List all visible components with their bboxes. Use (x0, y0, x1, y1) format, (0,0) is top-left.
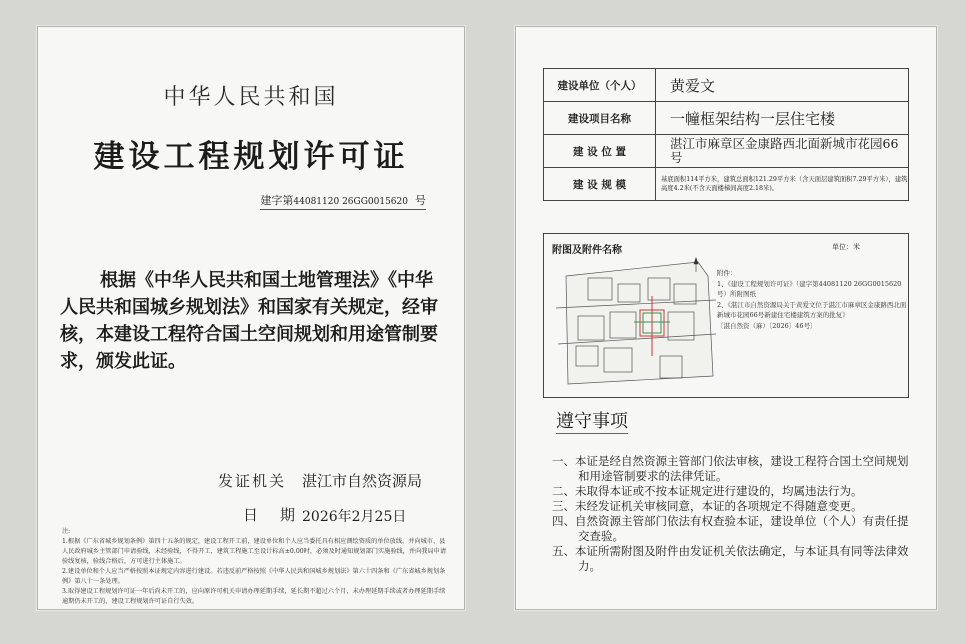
footnote-line: 3.取得建设工程规划许可证一年后尚未开工的，应向原许可机关申请办理延期手续，延长期不超过六个月，未办理延期手续或者办理延期手续逾期仍未开工的，建设工程规划许可证自行失效。 (62, 588, 446, 605)
attachment-section (543, 233, 909, 398)
attachment-item: 附件： (717, 269, 737, 277)
attachment-label: 附图及附件名称 (552, 245, 622, 256)
site-plan-map (548, 256, 718, 396)
project-info-table (543, 68, 909, 201)
issue-date: 2026年2月25日 (302, 509, 407, 525)
rules-title: 遵守事项 (556, 407, 628, 434)
row-label: 建设单位（个人） (544, 69, 656, 102)
issuer-value: 湛江市自然资源局 (302, 472, 423, 490)
row-label: 建 设 规 模 (544, 168, 656, 201)
unit-label: 单位：米 (832, 243, 860, 251)
row-label: 建 设 位 置 (544, 135, 656, 168)
attachment-item: 2、《湛江市自然资源局关于黄爱文位于湛江市麻章区金康路西北面新城市花园66号新建住宅楼建筑方案的批复》 (717, 300, 907, 319)
row-label: 建设项目名称 (544, 102, 656, 135)
table-row (544, 168, 909, 201)
cert-number-value: 44081120 26GG0015620 (293, 197, 408, 207)
list-item: 一、本证是经自然资源主管部门依法审核，建设工程符合国土空间规划和用途管制要求的法律凭证。 (552, 454, 909, 483)
certificate-number (260, 192, 426, 210)
list-item: 五、本证所需附图及附件由发证机关依法确定，与本证具有同等法律效力。 (552, 544, 909, 573)
permit-detail-page (515, 26, 937, 610)
row-value: 黄爱文 (656, 69, 909, 102)
attachment-item: 〔湛自然资（麻）〔2026〕46号〕 (717, 321, 817, 330)
country-name: 中华人民共和国 (163, 85, 339, 110)
footnote-line: 注: (62, 528, 71, 535)
attachment-list (717, 268, 907, 331)
permit-statement: 根据《中华人民共和国土地管理法》《中华人民共和国城乡规划法》和国家有关规定，经审核，本建设工程符合国土空间规划和用途管制要求，颁发此证。 (60, 270, 438, 372)
permit-title: 建设工程规划许可证 (93, 139, 409, 175)
rules-list (552, 454, 918, 574)
row-value: 基底面积114平方米，建筑总面积121.29平方米（含天面层建筑面积7.29平方米），建筑高度4.2米(不含天面楼梯间高度2.18米)。 (656, 168, 909, 201)
footnotes (62, 527, 450, 607)
permit-cover-page (37, 26, 465, 610)
list-item: 四、自然资源主管部门依法有权查验本证，建设单位（个人）有责任提交查验。 (552, 514, 909, 543)
cert-prefix: 建字第 (260, 194, 294, 207)
cert-suffix: 号 (415, 194, 426, 207)
attachment-item: 1、《建设工程规划许可证》（建字第44081120 26GG0015620号）所附图纸 (717, 279, 902, 298)
footnote-line: 2.建设单位和个人应当严格按照本证规定内容进行建设。若违反前严格按照《中华人民共和国城乡规划法》第六十四条和《广东省城乡规划条例》第八十一条处理。 (62, 568, 446, 585)
table-row (544, 69, 909, 102)
table-row (544, 102, 909, 135)
list-item: 三、未经发证机关审核同意，本证的各项规定不得随意变更。 (552, 499, 863, 513)
row-value: 一幢框架结构一层住宅楼 (656, 102, 909, 135)
table-row (544, 135, 909, 168)
list-item: 二、未取得本证或不按本证规定进行建设的，均属违法行为。 (552, 484, 863, 498)
footnote-line: 1.根据《广东省城乡规划条例》第四十五条的规定，建设工程开工前，建设单位和个人应当委托具有相应测绘资质的单位放线，并向城市、县人民政府城乡主管部门申请验线，未经验线，不得开工，建筑工程施工至设计标高±0.00时，必须及时通知规划部门实施验线，并向我局申请验线复核，验线合格后，方可进行主体施工。 (62, 538, 447, 565)
issuer-label: 发证机关 (218, 472, 287, 490)
row-value: 湛江市麻章区金康路西北面新城市花园66号 (656, 135, 909, 168)
date-label: 日期 (243, 506, 318, 524)
